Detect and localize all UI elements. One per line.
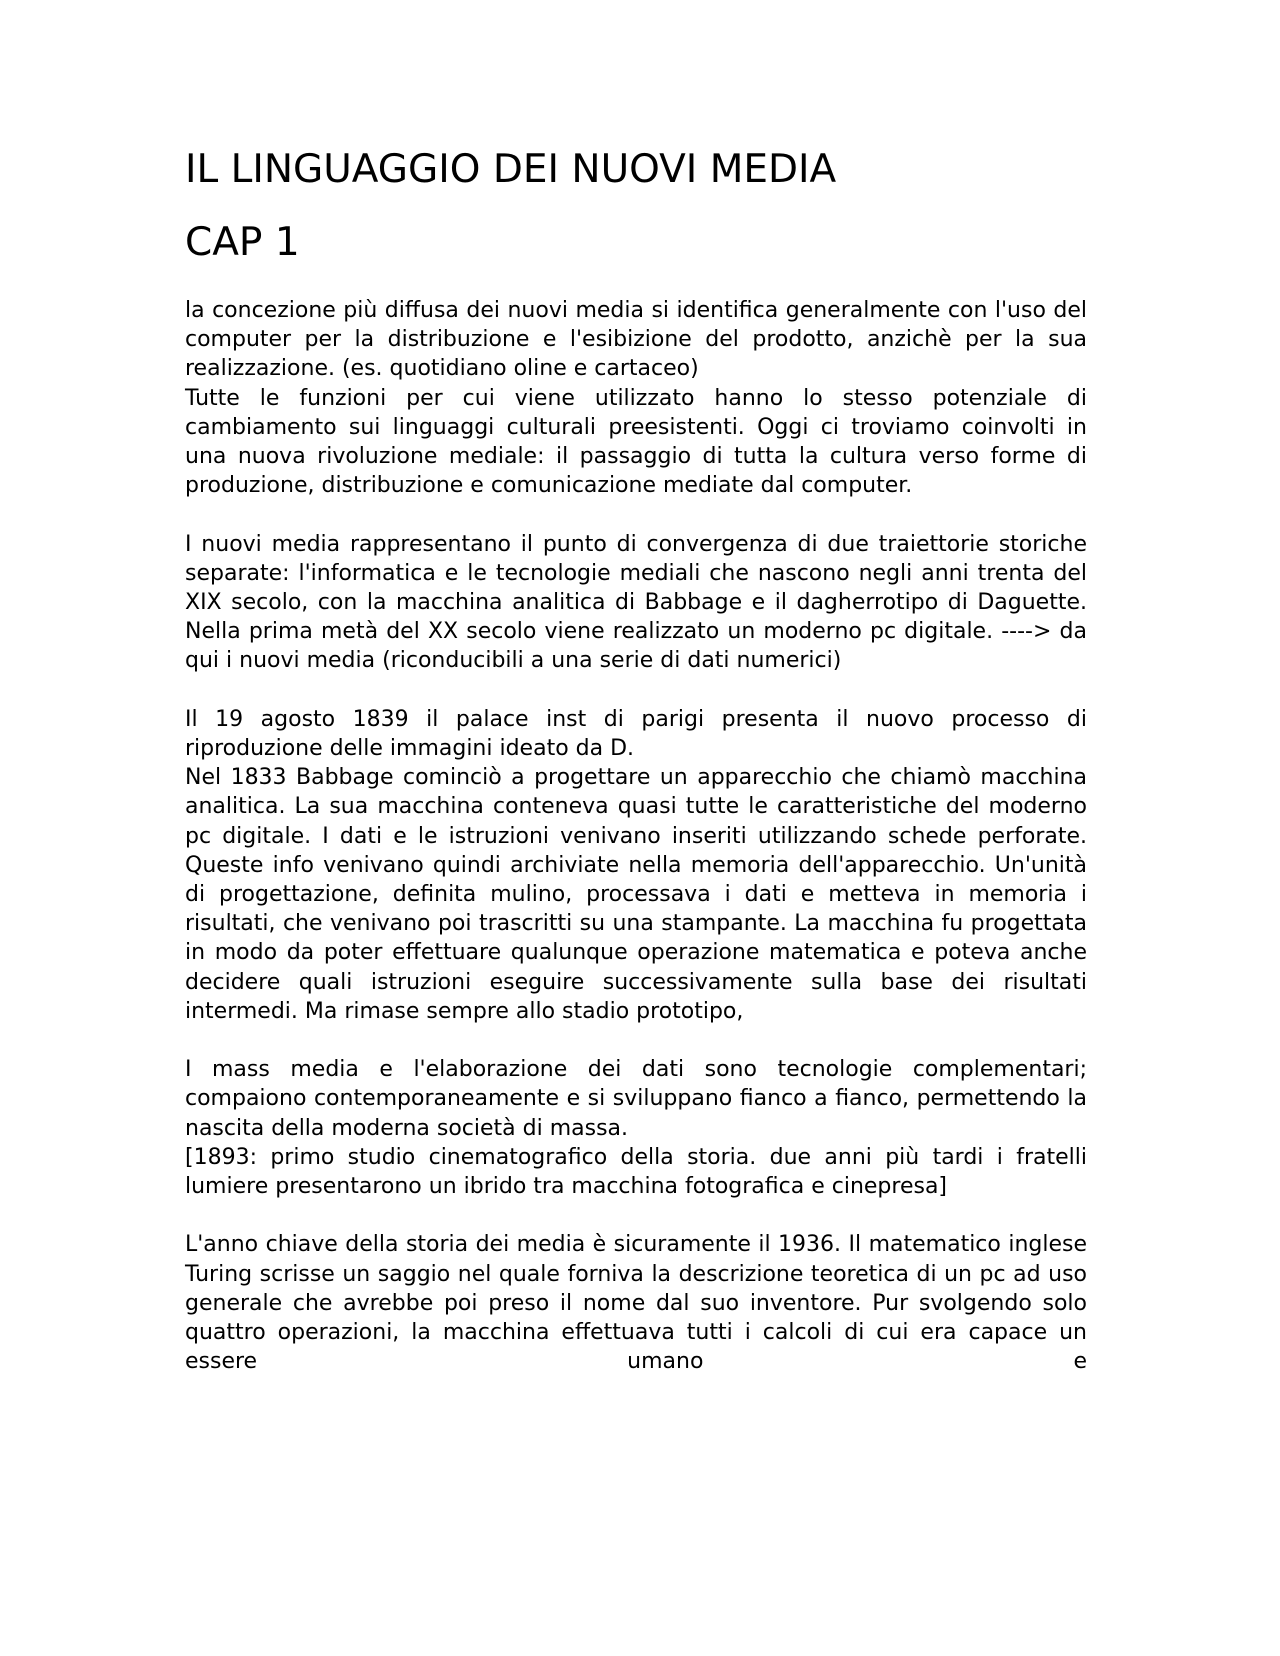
paragraph-6: I mass media e l'elaborazione dei dati sono tecnologie complementari; compaiono contemporaneamente e si sviluppano fianco a fianco, permettendo la nascita della moderna società di massa. [185, 1057, 1087, 1141]
paragraph-8: L'anno chiave della storia dei media è sicuramente il 1936. Il matematico inglese Turing scrisse un saggio nel quale forniva la descrizione teoretica di un pc ad uso generale che avrebbe poi preso il nome dal suo inventore. Pur svolgendo solo quattro operazioni, la macchina effettuava tutti i calcoli di cui era capace un essere umano e [185, 1232, 1087, 1375]
paragraph-1: la concezione più diffusa dei nuovi media si identifica generalmente con l'uso del computer per la distribuzione e l'esibizione del prodotto, anzichè per la sua realizzazione. (es. quotidiano oline e cartaceo) [185, 298, 1087, 382]
document-page [185, 145, 1087, 1376]
document-title: IL LINGUAGGIO DEI NUOVI MEDIA [185, 147, 837, 192]
chapter-heading: CAP 1 [185, 220, 300, 265]
paragraph-3: I nuovi media rappresentano il punto di convergenza di due traiettorie storiche separate: l'informatica e le tecnologie mediali che nascono negli anni trenta del XIX secolo, con la macchina analitica di Babbage e il dagherrotipo di Daguette. Nella prima metà del XX secolo viene realizzato un moderno pc digitale. ----> da qui i nuovi media (riconducibili a una serie di dati numerici) [185, 531, 1087, 674]
paragraph-spacer [185, 1026, 1087, 1055]
paragraph-2: Tutte le funzioni per cui viene utilizzato hanno lo stesso potenziale di cambiamento sui linguaggi culturali preesistenti. Oggi ci troviamo coinvolti in una nuova rivoluzione mediale: il passaggio di tutta la cultura verso forme di produzione, distribuzione e comunicazione mediate dal computer. [185, 385, 1087, 499]
paragraph-5: Nel 1833 Babbage cominciò a progettare un apparecchio che chiamò macchina analitica. La sua macchina conteneva quasi tutte le caratteristiche del moderno pc digitale. I dati e le istruzioni venivano inseriti utilizzando schede perforate. Queste info venivano quindi archiviate nella memoria dell'apparecchio. Un'unità di progettazione, definita mulino, processava i dati e metteva in memoria i risultati, che venivano poi trascritti su una stampante. La macchina fu progettata in modo da poter effettuare qualunque operazione matematica e poteva anche decidere quali istruzioni eseguire successivamente sulla base dei risultati intermedi. Ma rimase sempre allo stadio prototipo, [185, 765, 1087, 1024]
paragraph-spacer [185, 500, 1087, 529]
paragraph-spacer [185, 1201, 1087, 1230]
paragraph-spacer [185, 676, 1087, 705]
paragraph-4: Il 19 agosto 1839 il palace inst di parigi presenta il nuovo processo di riproduzione delle immagini ideato da D. [185, 706, 1087, 762]
paragraph-7: [1893: primo studio cinematografico della storia. due anni più tardi i fratelli lumiere presentarono un ibrido tra macchina fotografica e cinepresa] [185, 1144, 1087, 1200]
